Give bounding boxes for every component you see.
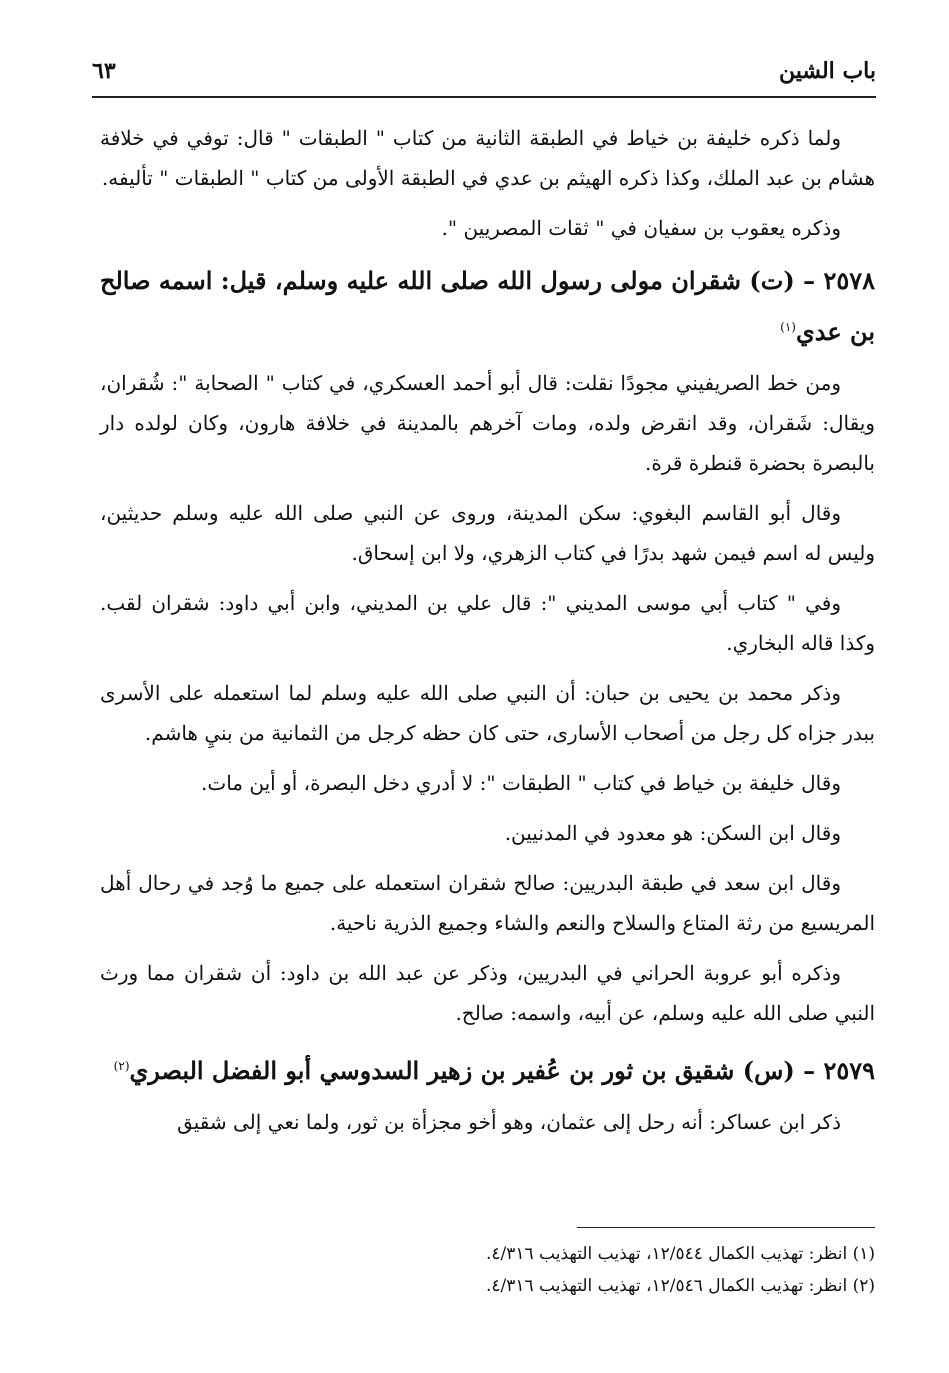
paragraph: وقال ابن سعد في طبقة البدريين: صالح شقران استعمله على جميع ما وُجد في رحال أهل المريسيع من رثة المتاع والسلاح والنعم والشاء وجميع الذرية ناحية. — [100, 871, 875, 935]
paragraph: ولما ذكره خليفة بن خياط في الطبقة الثانية من كتاب " الطبقات " قال: توفي في خلافة هشام بن عبد الملك، وكذا ذكره الهيثم بن عدي في الطبقة الأولى من كتاب " الطبقات " تأليفه. — [100, 126, 875, 190]
entry-heading-text: ٢٥٧٩ – (س) شقيق بن ثور بن عُفير بن زهير السدوسي أبو الفضل البصري — [129, 1056, 875, 1085]
paragraph: وذكره يعقوب بن سفيان في " ثقات المصريين ". — [441, 216, 841, 240]
chapter-title: باب الشين — [778, 58, 876, 84]
header-divider — [92, 96, 876, 98]
entry-heading-text: ٢٥٧٨ – (ت) شقران مولى رسول الله صلى الله عليه وسلم، قيل: اسمه صالح بن عدي — [100, 266, 875, 346]
paragraph: ومن خط الصريفيني مجودًا نقلت: قال أبو أحمد العسكري، في كتاب " الصحابة ": شُقران، ويقال: شَقران، وقد انقرض ولده، ومات آخرهم بالمدينة في خلافة هارون، وكان لولده دار بالبصرة بحضرة قنطرة قرة. — [100, 371, 875, 475]
entry-heading — [100, 1043, 875, 1094]
paragraph: وقال ابن السكن: هو معدود في المدنيين. — [504, 821, 841, 845]
footnote-marker: (١) — [780, 320, 796, 334]
paragraph: وقال خليفة بن خياط في كتاب " الطبقات ": لا أدري دخل البصرة، أو أين مات. — [201, 771, 841, 795]
footnote: (١) انظر: تهذيب الكمال ١٢/٥٤٤، تهذيب التهذيب ٤/٣١٦. — [485, 1244, 875, 1264]
footnote-divider — [577, 1227, 875, 1228]
footnote: (٢) انظر: تهذيب الكمال ١٢/٥٤٦، تهذيب التهذيب ٤/٣١٦. — [485, 1276, 875, 1296]
footnote-marker: (٢) — [113, 1059, 130, 1073]
main-text — [100, 118, 875, 1152]
page-number: ٦٣ — [92, 58, 116, 84]
paragraph: ذكر ابن عساكر: أنه رحل إلى عثمان، وهو أخو مجزأة بن ثور، ولما نعي إلى شقيق — [177, 1110, 841, 1134]
paragraph: وفي " كتاب أبي موسى المديني ": قال علي بن المديني، وابن أبي داود: شقران لقب. وكذا قاله البخاري. — [100, 591, 875, 655]
paragraph: وذكره أبو عروبة الحراني في البدريين، وذكر عن عبد الله بن داود: أن شقران مما ورث النبي صلى الله عليه وسلم، عن أبيه، واسمه: صالح. — [100, 961, 875, 1025]
page-header — [92, 58, 876, 92]
paragraph: وذكر محمد بن يحيى بن حبان: أن النبي صلى الله عليه وسلم لما استعمله على الأسرى ببدر جزاه كل رجل من أصحاب الأسارى، حتى كان حظه كرجل من الثمانية من بنيِ هاشم. — [100, 681, 875, 745]
footnotes — [100, 1238, 875, 1302]
paragraph: وقال أبو القاسم البغوي: سكن المدينة، وروى عن النبي صلى الله عليه وسلم حديثين، وليس له اسم فيمن شهد بدرًا في كتاب الزهري، ولا ابن إسحاق. — [100, 501, 875, 565]
entry-heading — [100, 258, 875, 355]
